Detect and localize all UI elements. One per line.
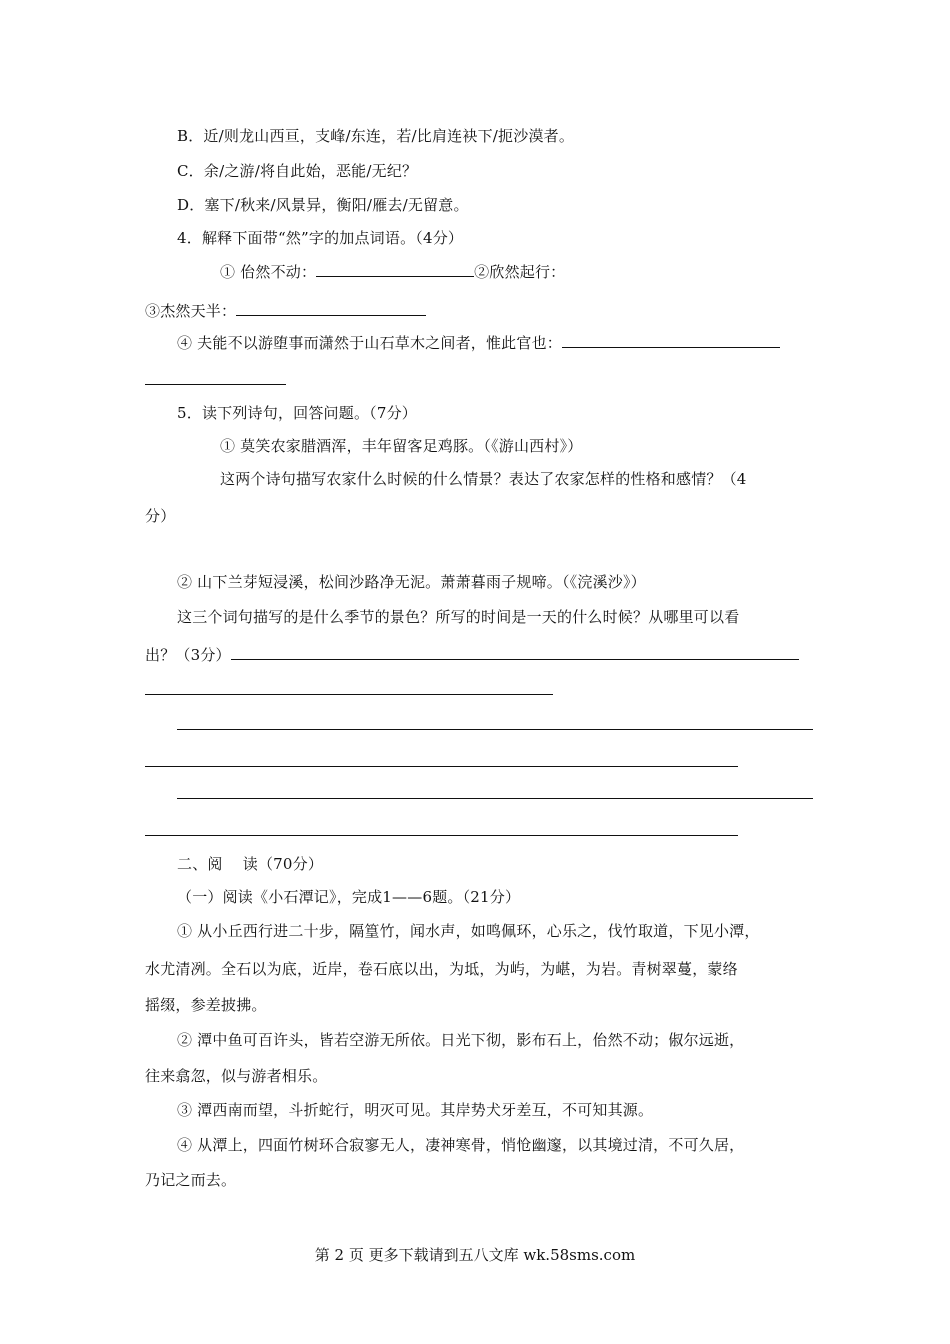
q5-question-2-line-1: 这三个词句描写的是什么季节的景色？所写的时间是一天的什么时候？从哪里可以看 [177,608,740,626]
passage-para-2-line-2: 往来翕忽，似与游者相乐。 [145,1067,328,1085]
question-4: 4．解释下面带“然”字的加点词语。（4分） [177,229,464,247]
page-footer: 第 2 页 更多下载请到五八文库 wk.58sms.com [314,1246,636,1264]
question-4-line-3 [177,333,780,353]
q4-item-4-label: ④ 夫能不以游堕事而潇然于山石草木之间者，惟此官也： [177,334,562,352]
q4-item-1-blank[interactable] [316,262,474,277]
answer-line[interactable] [177,798,813,799]
answer-line[interactable] [177,729,813,730]
passage-para-1-line-3: 摇缀，参差披拂。 [145,996,267,1014]
question-4-line-1 [220,262,565,282]
passage-para-3: ③ 潭西南而望，斗折蛇行，明灭可见。其岸势犬牙差互，不可知其源。 [177,1101,654,1119]
option-d: D．塞下/秋来/风景异，衡阳/雁去/无留意。 [177,196,469,214]
section-2-1-heading: （一）阅读《小石潭记》，完成1——6题。（21分） [177,888,521,906]
q5-poem-1: ① 莫笑农家腊酒浑，丰年留客足鸡豚。（《游山西村》） [220,437,583,455]
q4-item-1-label: ① 佁然不动： [220,263,317,281]
q4-item-4-blank[interactable] [562,333,780,348]
q5-poem-2: ② 山下兰芽短浸溪，松间沙路净无泥。萧萧暮雨子规啼。（《浣溪沙》） [177,573,646,591]
q4-item-3-blank[interactable] [236,301,426,316]
passage-para-4-line-1: ④ 从潭上，四面竹树环合寂寥无人，凄神寒骨，悄怆幽邃，以其境过清，不可久居， [177,1136,745,1154]
answer-line[interactable] [145,766,738,767]
q5-question-2-line-2 [145,645,799,665]
passage-para-4-line-2: 乃记之而去。 [145,1171,237,1189]
q5-question-2-label: 出？（3分） [145,646,231,664]
q4-item-2-label: ②欣然起行： [474,263,566,281]
answer-blank[interactable] [231,645,799,660]
q5-question-1-line-1: 这两个诗句描写农家什么时候的什么情景？表达了农家怎样的性格和感情？（4 [220,470,747,488]
question-4-line-2 [145,301,426,321]
passage-para-1-line-2: 水尤清冽。全石以为底，近岸，卷石底以出，为坻，为屿，为嵁，为岩。青树翠蔓，蒙络 [145,960,738,978]
option-b: B．近/则龙山西亘，支峰/东连，若/比肩连袂下/扼沙漠者。 [177,127,575,145]
question-5: 5．读下列诗句，回答问题。（7分） [177,404,417,422]
q4-item-4-blank-continued[interactable] [145,384,286,385]
section-2-heading: 二、阅 读（70分） [177,855,324,873]
answer-line[interactable] [145,694,553,695]
answer-line[interactable] [145,835,738,836]
passage-para-2-line-1: ② 潭中鱼可百许头，皆若空游无所依。日光下彻，影布石上，佁然不动；俶尔远逝， [177,1031,745,1049]
q5-question-1-line-2: 分） [145,507,176,525]
q4-item-3-label: ③杰然天半： [145,302,237,320]
passage-para-1-line-1: ① 从小丘西行进二十步，隔篁竹，闻水声，如鸣佩环，心乐之，伐竹取道，下见小潭， [177,922,760,940]
option-c: C．余/之游/将自此始，恶能/无纪？ [177,162,418,180]
